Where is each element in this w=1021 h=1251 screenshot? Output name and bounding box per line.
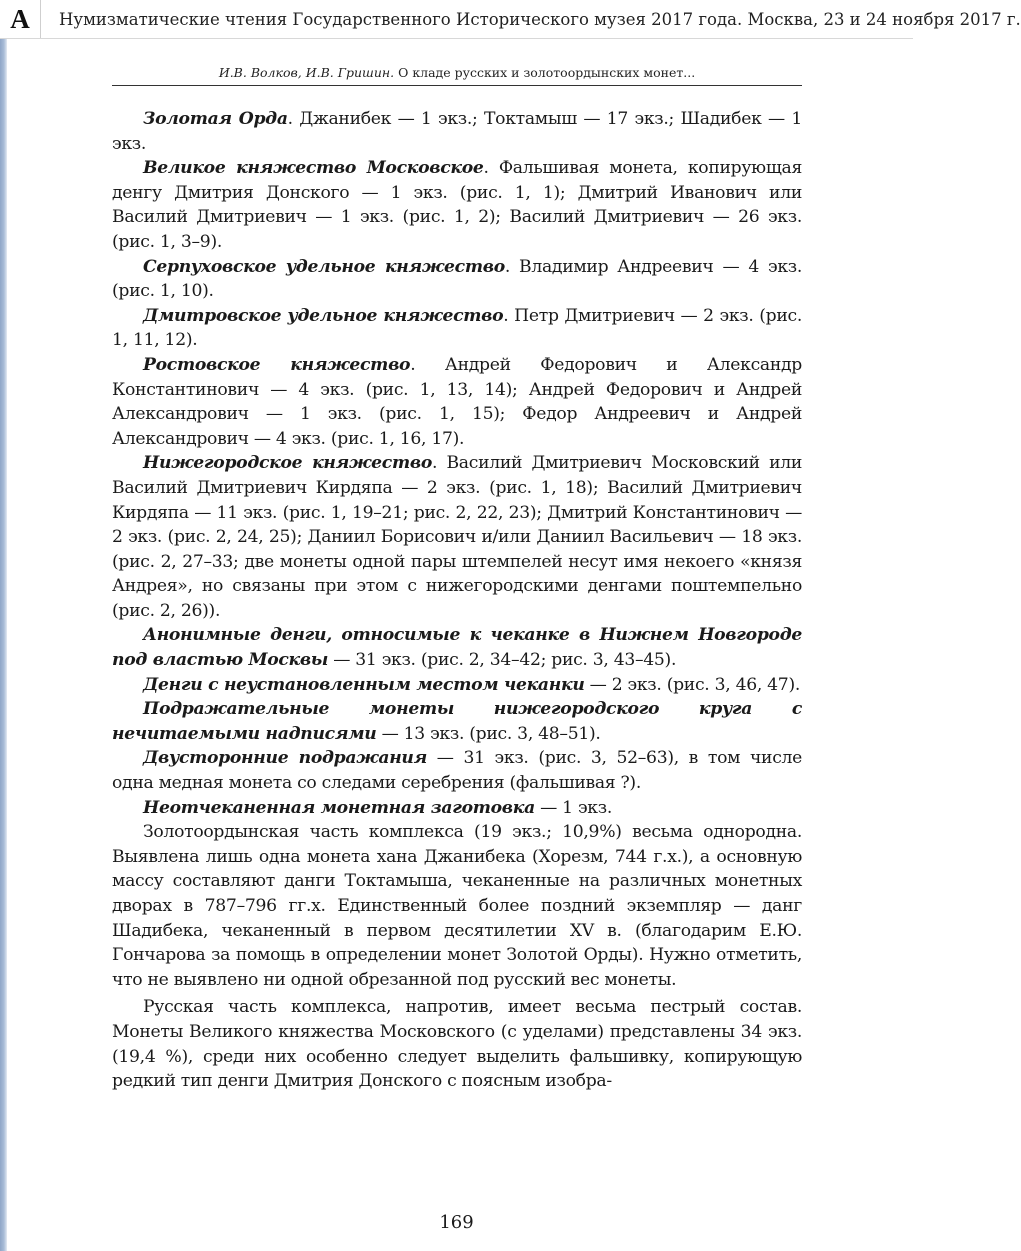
app-logo[interactable]: A xyxy=(0,0,41,38)
document-page xyxy=(0,39,913,1251)
paragraph-heading: Анонимные денги, относимые к чеканке в Нижнем Новгороде под властью Москвы xyxy=(112,625,802,671)
paragraph xyxy=(112,746,802,795)
paragraph xyxy=(112,304,802,353)
paragraph-text: . Фальшивая монета, копирующая денгу Дмитрия Донского — 1 экз. (рис. 1, 1); Дмитрий Иванович или Василий Дмитриевич — 1 экз. (рис. 1, 2); Василий Дмитриевич — 26 экз. (рис. 1, 3–9). xyxy=(112,158,802,252)
paragraph-heading: Великое княжество Московское xyxy=(143,158,484,179)
paragraph xyxy=(112,255,802,304)
paragraph xyxy=(112,820,802,992)
paragraph-heading: Неотчеканенная монетная заготовка xyxy=(143,797,535,818)
paragraph xyxy=(112,353,802,451)
running-head-authors: И.В. Волков, И.В. Гришин. xyxy=(218,65,395,80)
paragraph xyxy=(112,995,802,1093)
paragraph-heading: Подражательные монеты нижегородского круга с нечитаемыми надписями xyxy=(112,699,802,744)
paragraph-text: Русская часть комплекса, напротив, имеет весьма пестрый состав. Монеты Великого княжества Московского (с уделами) представлены 34 экз. (19,4 %), среди них особенно следует выделить фальшивку, копирующую редкий тип денги Дмитрия Донского с поясным изобра- xyxy=(112,997,802,1092)
paragraph xyxy=(112,796,802,821)
body-text xyxy=(112,107,802,1094)
document-title: Нумизматические чтения Государственного Исторического музея 2017 года. Москва, 23 и 24 ноября 2017 г. xyxy=(59,9,1021,29)
paragraph-text: Золотоордынская часть комплекса (19 экз.; 10,9%) весьма однородна. Выявлена лишь одна монета хана Джанибека (Хорезм, 744 г.х.), а основную массу составляют данги Токтамыша, чеканенные на различных монетных дворах в 787–796 гг.х. Единственный более поздний экземпляр — данг Шадибека, чеканенный в первом десятилетии XV в. (благодарим Е.Ю. Гончарова за помощь в определении монет Золотой Орды). Нужно отметить, что не выявлено ни одной обрезанной под русский вес монеты. xyxy=(112,822,802,990)
running-head xyxy=(112,65,802,80)
paragraph-text: — 2 экз. (рис. 3, 46, 47). xyxy=(584,674,801,695)
paragraph-text: . Джанибек — 1 экз.; Токтамыш — 17 экз.; Шадибек — 1 экз. xyxy=(112,109,802,154)
paragraph-heading: Ростовское княжество xyxy=(143,354,411,375)
paragraph-text: . Андрей Федорович и Александр Константинович — 4 экз. (рис. 1, 13, 14); Андрей Федорович и Андрей Александрович — 1 экз. (рис. 1, 15); Федор Андреевич и Андрей Александрович — 4 экз. (рис. 1, 16, 17). xyxy=(112,354,802,449)
paragraph-text: . Владимир Андреевич — 4 экз. (рис. 1, 10). xyxy=(112,256,802,302)
paragraph-heading: Нижегородское княжество xyxy=(143,453,433,474)
paragraph-heading: Золотая Орда xyxy=(143,109,288,129)
paragraph-text: . Василий Дмитриевич Московский или Василий Дмитриевич Кирдяпа — 2 экз. (рис. 1, 18); Василий Дмитриевич Кирдяпа — 11 экз. (рис. 1, 19–21; рис. 2, 22, 23); Дмитрий Константинович — 2 экз. (рис. 2, 24, 25); Даниил Борисович и/или Даниил Васильевич — 18 экз. (рис. 2, 27–33; две монеты одной пары штемпелей несут имя некоего «князя Андрея», но связаны при этом с нижегородскими денгами поштемпельно (рис. 2, 26)). xyxy=(112,453,802,621)
paragraph-text: — 31 экз. (рис. 2, 34–42; рис. 3, 43–45). xyxy=(328,650,677,671)
paragraph xyxy=(112,107,802,156)
paragraph xyxy=(112,623,802,672)
paragraph-text: — 1 экз. xyxy=(534,797,612,818)
paragraph xyxy=(112,697,802,746)
paragraph-heading: Дмитровское удельное княжество xyxy=(143,305,504,326)
page-number: 169 xyxy=(439,1212,474,1233)
paragraph-heading: Двусторонние подражания xyxy=(143,748,428,769)
paragraph-text: — 31 экз. (рис. 3, 52–63), в том числе одна медная монета со следами серебрения (фальшивая ?). xyxy=(112,748,803,794)
paragraph-heading: Серпуховское удельное княжество xyxy=(143,256,505,277)
viewer-toolbar xyxy=(0,0,1021,39)
header-rule xyxy=(112,85,802,86)
paragraph xyxy=(112,673,802,698)
paragraph-text: — 13 экз. (рис. 3, 48–51). xyxy=(376,723,601,744)
paragraph xyxy=(112,156,802,254)
running-head-title: О кладе русских и золотоордынских монет... xyxy=(398,65,696,80)
paragraph xyxy=(112,451,802,623)
paragraph-heading: Денги с неустановленным местом чеканки xyxy=(143,674,585,695)
paragraph-text: . Петр Дмитриевич — 2 экз. (рис. 1, 11, 12). xyxy=(112,305,802,351)
